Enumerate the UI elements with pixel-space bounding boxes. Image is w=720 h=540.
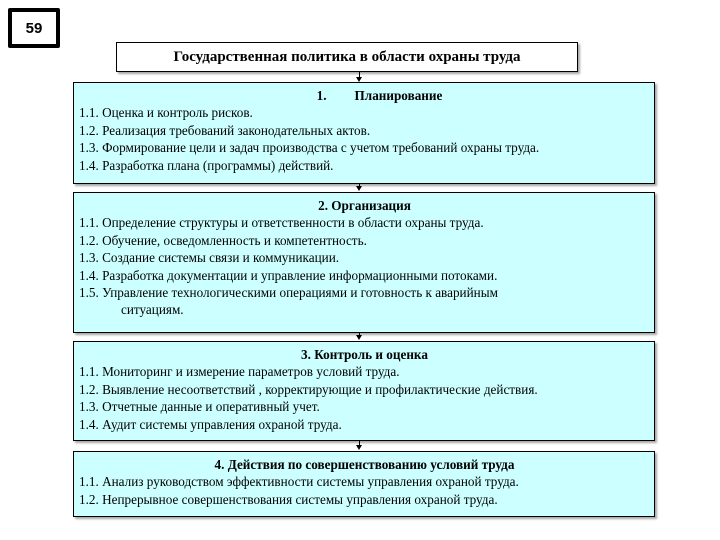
section-number: 1. [316,88,327,103]
list-item: 1.1. Мониторинг и измерение параметров условий труда. [79,364,400,380]
list-item: 1.3. Формирование цели и задач производства с учетом требований охраны труда. [79,140,540,156]
section-heading: 3. Контроль и оценка [301,347,428,362]
list-item: 1.4. Разработка документации и управление информационными потоками. [79,267,498,283]
section-organization [73,192,655,333]
section-heading-text: Планирование [354,88,443,103]
list-item: 1.2. Обучение, осведомленность и компетентность. [79,232,367,248]
list-item: 1.1. Анализ руководством эффективности системы управления охраной труда. [79,474,519,490]
section-heading: 2. Организация [318,198,411,213]
list-item: 1.2. Непрерывное совершенствования системы управления охраной труда. [79,491,498,507]
list-item: 1.1. Оценка и контроль рисков. [79,105,253,121]
section-heading [79,87,650,104]
section-control [73,341,655,441]
arrow-down-icon [356,186,362,191]
slide-number: 59 [12,12,56,44]
section-heading: 4. Действия по совершенствованию условий труда [214,457,515,472]
list-item: 1.3. Создание системы связи и коммуникации. [79,250,340,266]
list-item: 1.4. Аудит системы управления охраной труда. [79,416,342,432]
arrow-down-icon [356,335,362,340]
list-item: 1.4. Разработка плана (программы) действий. [79,157,334,173]
arrow-down-icon [356,445,362,450]
list-item-continuation: ситуациям. [121,302,184,318]
section-improvement [73,451,655,517]
diagram-title: Государственная политика в области охраны труда [116,42,578,72]
list-item: 1.1. Определение структуры и ответственности в области охраны труда. [79,215,484,231]
section-planning [73,82,655,184]
list-item: 1.5. Управление технологическими операциями и готовность к аварийным [79,285,498,301]
list-item: 1.2. Реализация требований законодательных актов. [79,122,371,138]
slide-number-badge [8,8,60,48]
list-item: 1.3. Отчетные данные и оперативный учет. [79,399,320,415]
list-item: 1.2. Выявление несоответствий , корректирующие и профилактические действия. [79,381,538,397]
